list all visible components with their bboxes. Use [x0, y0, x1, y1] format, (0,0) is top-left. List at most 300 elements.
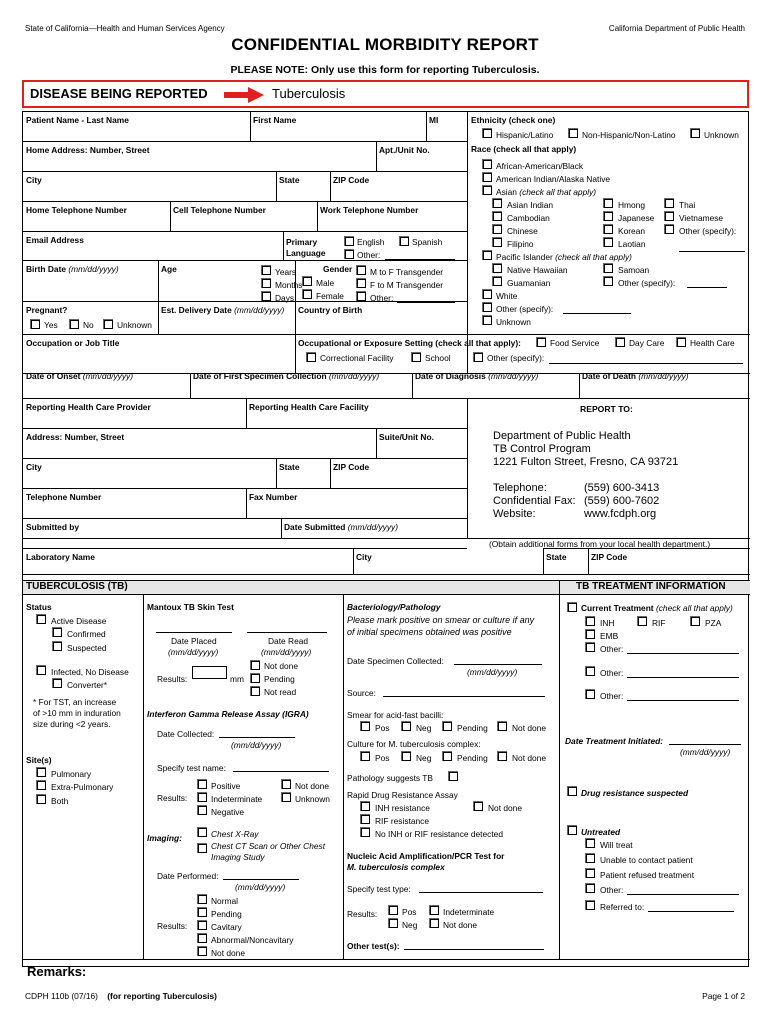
- school-label: School: [425, 353, 451, 363]
- spanish-checkbox[interactable]: [400, 237, 409, 246]
- tst-note-line3: size during <2 years.: [33, 719, 111, 729]
- chinese-checkbox[interactable]: [493, 225, 502, 234]
- culture-pending-label: Pending: [457, 753, 488, 763]
- naa-results-label: Results:: [347, 909, 378, 919]
- mantoux-label: Mantoux TB Skin Test: [147, 602, 234, 612]
- inh-resistance-label: INH resistance: [375, 803, 430, 813]
- hispanic-label: Hispanic/Latino: [496, 130, 554, 140]
- asian-indian-checkbox[interactable]: [493, 199, 502, 208]
- form-title: CONFIDENTIAL MORBIDITY REPORT: [231, 35, 539, 54]
- imaging-cavitary-checkbox[interactable]: [198, 921, 207, 930]
- report-to-contact-labels: [493, 482, 576, 521]
- home-telephone-label: Home Telephone Number: [26, 205, 127, 215]
- inh-checkbox[interactable]: [586, 617, 595, 626]
- igra-indeterminate-label: Indeterminate: [211, 794, 263, 804]
- emb-checkbox[interactable]: [586, 630, 595, 639]
- gender-female-label: Female: [316, 291, 344, 301]
- vietnamese-label: Vietnamese: [679, 213, 724, 223]
- vietnamese-checkbox[interactable]: [665, 212, 674, 221]
- pregnant-unknown-checkbox[interactable]: [104, 320, 113, 329]
- report-to-web-label: Website:: [493, 508, 536, 520]
- naa-pos-checkbox[interactable]: [389, 906, 398, 915]
- laotian-checkbox[interactable]: [604, 238, 613, 247]
- date-death-label: Date of Death (mm/dd/yyyy): [582, 371, 689, 381]
- age-years-checkbox[interactable]: [262, 266, 271, 275]
- age-days-checkbox[interactable]: [262, 292, 271, 301]
- laboratory-state-label: State: [546, 552, 567, 562]
- food-service-checkbox[interactable]: [537, 338, 546, 347]
- igra-results-label: Results:: [157, 793, 188, 803]
- sites-both-checkbox[interactable]: [37, 795, 46, 804]
- igra-indeterminate-checkbox[interactable]: [198, 793, 207, 802]
- cell-telephone-label: Cell Telephone Number: [173, 205, 266, 215]
- active-disease-label: Active Disease: [51, 616, 107, 626]
- laboratory-city-label: City: [356, 552, 372, 562]
- day-care-label: Day Care: [629, 338, 665, 348]
- samoan-checkbox[interactable]: [604, 264, 613, 273]
- asian-other-checkbox[interactable]: [665, 225, 674, 234]
- health-care-checkbox[interactable]: [677, 338, 686, 347]
- hmong-checkbox[interactable]: [604, 199, 613, 208]
- report-to-line1: Department of Public Health: [493, 430, 631, 442]
- setting-other-label: Other (specify):: [487, 353, 545, 363]
- report-to-fax-label: Confidential Fax:: [493, 495, 576, 507]
- rapid-assay-label: Rapid Drug Resistance Assay: [347, 790, 458, 800]
- guamanian-checkbox[interactable]: [493, 277, 502, 286]
- imaging-abnormal-label: Abnormal/Noncavitary: [211, 935, 294, 945]
- age-label: Age: [161, 264, 177, 274]
- submitted-by-label: Submitted by: [26, 522, 80, 532]
- ethnicity-unknown-checkbox[interactable]: [691, 129, 700, 138]
- bacteriology-label: Bacteriology/Pathology: [347, 602, 441, 612]
- treatment-other-1-label: Other:: [600, 644, 624, 654]
- imaging-normal-checkbox[interactable]: [198, 895, 207, 904]
- gender-label: Gender: [323, 264, 353, 274]
- untreated-other-label: Other:: [600, 885, 624, 895]
- tst-mm-input[interactable]: [192, 666, 227, 679]
- culture-neg-label: Neg: [416, 753, 432, 763]
- sites-both-label: Both: [51, 796, 69, 806]
- igra-negative-checkbox[interactable]: [198, 806, 207, 815]
- ethnicity-unknown-label: Unknown: [704, 130, 739, 140]
- infected-checkbox[interactable]: [37, 666, 46, 675]
- est-delivery-label: Est. Delivery Date (mm/dd/yyyy): [161, 305, 285, 315]
- converter-checkbox[interactable]: [53, 679, 62, 688]
- rapid-not-done-checkbox[interactable]: [474, 802, 483, 811]
- race-unknown-checkbox[interactable]: [483, 316, 492, 325]
- gender-male-label: Male: [316, 278, 335, 288]
- race-other-checkbox[interactable]: [483, 303, 492, 312]
- english-checkbox[interactable]: [345, 237, 354, 246]
- home-address-label: Home Address: Number, Street: [26, 145, 150, 155]
- igra-specify-test-label: Specify test name:: [157, 763, 226, 773]
- smear-not-done-label: Not done: [512, 723, 546, 733]
- tst-results-label: Results:: [157, 674, 188, 684]
- report-to-fax: (559) 600-7602: [584, 495, 660, 507]
- treatment-other-2-checkbox[interactable]: [586, 667, 595, 676]
- pulmonary-checkbox[interactable]: [37, 768, 46, 777]
- age-days-label: Days: [275, 293, 295, 303]
- naa-not-done-checkbox[interactable]: [430, 919, 439, 928]
- sites-label: Site(s): [26, 755, 52, 765]
- date-read-format: (mm/dd/yyyy): [261, 647, 312, 657]
- gender-m-to-f-label: M to F Transgender: [370, 267, 444, 277]
- hmong-label: Hmong: [618, 200, 645, 210]
- treatment-other-3-label: Other:: [600, 691, 624, 701]
- race-american-indian-label: American Indian/Alaska Native: [496, 174, 611, 184]
- tst-not-done-label: Not done: [264, 661, 298, 671]
- smear-label: Smear for acid-fast bacilli:: [347, 710, 444, 720]
- race-pacific-label: Pacific Islander (check all that apply): [496, 252, 632, 262]
- thai-checkbox[interactable]: [665, 199, 674, 208]
- department-name: California Department of Public Health: [608, 24, 745, 33]
- work-telephone-label: Work Telephone Number: [320, 205, 419, 215]
- chest-xray-label: Chest X-Ray: [211, 829, 259, 839]
- asian-other-label: Other (specify):: [679, 226, 737, 236]
- filipino-label: Filipino: [507, 239, 534, 249]
- naa-neg-label: Neg: [402, 920, 418, 930]
- no-resistance-label: No INH or RIF resistance detected: [375, 829, 504, 839]
- imaging-not-done-label: Not done: [211, 948, 245, 958]
- inh-label: INH: [600, 618, 615, 628]
- report-to-contact-values: [584, 482, 659, 521]
- race-american-indian-checkbox[interactable]: [483, 173, 492, 182]
- non-hispanic-checkbox[interactable]: [569, 129, 578, 138]
- culture-not-done-label: Not done: [512, 753, 546, 763]
- igra-positive-checkbox[interactable]: [198, 780, 207, 789]
- treatment-other-1-checkbox[interactable]: [586, 643, 595, 652]
- disease-label: DISEASE BEING REPORTED: [30, 86, 208, 101]
- date-specimen-label: Date Specimen Collected:: [347, 656, 444, 666]
- date-placed-label: Date Placed: [171, 636, 217, 646]
- age-months-label: Months: [275, 280, 303, 290]
- bacteriology-note-line1: Please mark positive on smear or culture if any: [347, 615, 535, 625]
- rif-label: RIF: [652, 618, 666, 628]
- chinese-label: Chinese: [507, 226, 538, 236]
- hispanic-checkbox[interactable]: [483, 129, 492, 138]
- date-first-specimen-label: Date of First Specimen Collection (mm/dd/yyyy): [193, 371, 380, 381]
- pregnant-unknown-label: Unknown: [117, 320, 152, 330]
- provider-address-label: Address: Number, Street: [26, 432, 125, 442]
- will-treat-checkbox[interactable]: [586, 839, 595, 848]
- naa-indeterminate-label: Indeterminate: [443, 907, 495, 917]
- gender-m-to-f-checkbox[interactable]: [357, 266, 366, 275]
- chest-xray-checkbox[interactable]: [198, 828, 207, 837]
- race-unknown-label: Unknown: [496, 317, 531, 327]
- smear-pending-checkbox[interactable]: [443, 722, 452, 731]
- igra-label: Interferon Gamma Release Assay (IGRA): [147, 709, 309, 719]
- rif-resistance-label: RIF resistance: [375, 816, 429, 826]
- gender-female-checkbox[interactable]: [303, 290, 312, 299]
- current-treatment-label: Current Treatment (check all that apply): [581, 603, 733, 613]
- suspected-checkbox[interactable]: [53, 642, 62, 651]
- drug-resistance-label: Drug resistance suspected: [581, 788, 689, 798]
- native-hawaiian-label: Native Hawaiian: [507, 265, 568, 275]
- treatment-other-2-label: Other:: [600, 668, 624, 678]
- asian-indian-label: Asian Indian: [507, 200, 554, 210]
- culture-label: Culture for M. tuberculosis complex:: [347, 739, 481, 749]
- drug-resistance-checkbox[interactable]: [568, 787, 577, 796]
- pathology-checkbox[interactable]: [449, 772, 458, 781]
- provider-city-label: City: [26, 462, 42, 472]
- igra-not-done-checkbox[interactable]: [282, 780, 291, 789]
- guamanian-label: Guamanian: [507, 278, 551, 288]
- naa-pos-label: Pos: [402, 907, 417, 917]
- reporting-provider-label: Reporting Health Care Provider: [26, 402, 151, 412]
- city-label: City: [26, 175, 42, 185]
- correctional-checkbox[interactable]: [307, 353, 316, 362]
- culture-pos-checkbox[interactable]: [361, 752, 370, 761]
- tb-status-label: Status: [26, 602, 52, 612]
- pregnant-no-label: No: [83, 320, 94, 330]
- gender-other-checkbox[interactable]: [357, 292, 366, 301]
- tb-section-title: TUBERCULOSIS (TB): [26, 581, 128, 592]
- refused-checkbox[interactable]: [586, 869, 595, 878]
- culture-pos-label: Pos: [375, 753, 390, 763]
- culture-pending-checkbox[interactable]: [443, 752, 452, 761]
- imaging-normal-label: Normal: [211, 896, 238, 906]
- gender-f-to-m-checkbox[interactable]: [357, 279, 366, 288]
- race-other-label: Other (specify):: [496, 304, 554, 314]
- confirmed-label: Confirmed: [67, 629, 106, 639]
- report-to-line2: TB Control Program: [493, 443, 591, 455]
- report-to-note: (Obtain additional forms from your local health department.): [489, 539, 711, 549]
- naa-label: Nucleic Acid Amplification/PCR Test for: [347, 851, 505, 861]
- race-label: Race (check all that apply): [471, 144, 577, 154]
- date-onset-label: Date of Onset (mm/dd/yyyy): [26, 371, 134, 381]
- thai-label: Thai: [679, 200, 696, 210]
- smear-pos-label: Pos: [375, 723, 390, 733]
- laboratory-name-label: Laboratory Name: [26, 552, 95, 562]
- date-initiated-label: Date Treatment Initiated:: [565, 736, 664, 746]
- race-african-label: African-American/Black: [496, 161, 584, 171]
- tst-note-line1: * For TST, an increase: [33, 697, 117, 707]
- imaging-date-performed-label: Date Performed:: [157, 871, 219, 881]
- igra-unknown-label: Unknown: [295, 794, 330, 804]
- patient-mi-label: MI: [429, 115, 439, 125]
- smear-neg-label: Neg: [416, 723, 432, 733]
- culture-neg-checkbox[interactable]: [402, 752, 411, 761]
- form-id: CDPH 110b (07/16) (for reporting Tuberculosis): [25, 991, 217, 1001]
- naa-indeterminate-checkbox[interactable]: [430, 906, 439, 915]
- correctional-label: Correctional Facility: [320, 353, 394, 363]
- gender-male-checkbox[interactable]: [303, 277, 312, 286]
- smear-not-done-checkbox[interactable]: [498, 722, 507, 731]
- extra-pulmonary-label: Extra-Pulmonary: [51, 782, 114, 792]
- infected-label: Infected, No Disease: [51, 667, 129, 677]
- extra-pulmonary-checkbox[interactable]: [37, 781, 46, 790]
- active-disease-checkbox[interactable]: [37, 615, 46, 624]
- igra-date-format: (mm/dd/yyyy): [231, 740, 282, 750]
- report-to-tel: (559) 600-3413: [584, 482, 660, 494]
- health-care-label: Health Care: [690, 338, 735, 348]
- reporting-facility-label: Reporting Health Care Facility: [249, 402, 369, 412]
- school-checkbox[interactable]: [412, 353, 421, 362]
- treatment-section-title: TB TREATMENT INFORMATION: [576, 581, 726, 592]
- korean-checkbox[interactable]: [604, 225, 613, 234]
- culture-not-done-checkbox[interactable]: [498, 752, 507, 761]
- report-to-label: REPORT TO:: [580, 404, 633, 414]
- race-african-checkbox[interactable]: [483, 160, 492, 169]
- laboratory-zip-label: ZIP Code: [591, 552, 628, 562]
- provider-suite-label: Suite/Unit No.: [379, 432, 434, 442]
- email-label: Email Address: [26, 235, 84, 245]
- igra-not-done-label: Not done: [295, 781, 329, 791]
- date-specimen-format: (mm/dd/yyyy): [467, 667, 518, 677]
- filipino-checkbox[interactable]: [493, 238, 502, 247]
- imaging-date-format: (mm/dd/yyyy): [235, 882, 286, 892]
- language-other-checkbox[interactable]: [345, 250, 354, 259]
- untreated-other-checkbox[interactable]: [586, 884, 595, 893]
- imaging-pending-label: Pending: [211, 909, 242, 919]
- pacific-other-label: Other (specify):: [618, 278, 676, 288]
- imaging-results-label: Results:: [157, 921, 188, 931]
- page-number: Page 1 of 2: [702, 991, 745, 1001]
- primary-language-label: Primary Language: [286, 237, 326, 258]
- pregnant-yes-checkbox[interactable]: [31, 320, 40, 329]
- date-placed-format: (mm/dd/yyyy): [168, 647, 219, 657]
- samoan-label: Samoan: [618, 265, 650, 275]
- naa-neg-checkbox[interactable]: [389, 919, 398, 928]
- chest-ct-label: Chest CT Scan or Other Chest: [211, 841, 326, 851]
- converter-label: Converter*: [67, 680, 108, 690]
- naa-not-done-label: Not done: [443, 920, 477, 930]
- country-of-birth-label: Country of Birth: [298, 305, 363, 315]
- pacific-other-checkbox[interactable]: [604, 277, 613, 286]
- agency-name: State of California—Health and Human Services Agency: [25, 24, 225, 33]
- bacteriology-note-line2: of initial specimens obtained was positive: [347, 627, 512, 637]
- chest-ct-label-line2: Imaging Study: [211, 852, 265, 862]
- cambodian-checkbox[interactable]: [493, 212, 502, 221]
- unable-contact-checkbox[interactable]: [586, 854, 595, 863]
- rif-checkbox[interactable]: [638, 617, 647, 626]
- imaging-pending-checkbox[interactable]: [198, 908, 207, 917]
- occupation-label: Occupation or Job Title: [26, 338, 120, 348]
- age-months-checkbox[interactable]: [262, 279, 271, 288]
- tst-pending-label: Pending: [264, 674, 295, 684]
- referred-label: Referred to:: [600, 902, 645, 912]
- provider-state-label: State: [279, 462, 300, 472]
- gender-f-to-m-label: F to M Transgender: [370, 280, 444, 290]
- imaging-not-done-checkbox[interactable]: [198, 947, 207, 956]
- report-to-address: [493, 430, 678, 469]
- unable-contact-label: Unable to contact patient: [600, 855, 693, 865]
- pregnant-label: Pregnant?: [26, 305, 68, 315]
- date-diagnosis-label: Date of Diagnosis (mm/dd/yyyy): [415, 371, 539, 381]
- tst-not-done-checkbox[interactable]: [251, 661, 260, 670]
- confirmed-checkbox[interactable]: [53, 628, 62, 637]
- english-label: English: [357, 237, 385, 247]
- provider-zip-label: ZIP Code: [333, 462, 370, 472]
- patient-last-name-label: Patient Name - Last Name: [26, 115, 129, 125]
- provider-telephone-label: Telephone Number: [26, 492, 102, 502]
- tst-pending-checkbox[interactable]: [251, 674, 260, 683]
- race-pacific-checkbox[interactable]: [483, 251, 492, 260]
- native-hawaiian-checkbox[interactable]: [493, 264, 502, 273]
- race-asian-checkbox[interactable]: [483, 186, 492, 195]
- source-label: Source:: [347, 688, 376, 698]
- tst-not-read-checkbox[interactable]: [251, 687, 260, 696]
- smear-pos-checkbox[interactable]: [361, 722, 370, 731]
- no-resistance-checkbox[interactable]: [361, 828, 370, 837]
- rif-resistance-checkbox[interactable]: [361, 815, 370, 824]
- morbidity-form: [22, 111, 749, 979]
- provider-fax-label: Fax Number: [249, 492, 298, 502]
- cambodian-label: Cambodian: [507, 213, 550, 223]
- pregnant-no-checkbox[interactable]: [70, 320, 79, 329]
- emb-label: EMB: [600, 631, 619, 641]
- race-white-label: White: [496, 291, 518, 301]
- date-read-label: Date Read: [268, 636, 309, 646]
- ethnicity-label: Ethnicity (check one): [471, 115, 556, 125]
- refused-label: Patient refused treatment: [600, 870, 695, 880]
- treatment-other-3-checkbox[interactable]: [586, 690, 595, 699]
- smear-pending-label: Pending: [457, 723, 488, 733]
- setting-other-checkbox[interactable]: [474, 353, 483, 362]
- report-to-tel-label: Telephone:: [493, 482, 547, 494]
- igra-positive-label: Positive: [211, 781, 241, 791]
- remarks-label: Remarks:: [27, 964, 87, 979]
- japanese-checkbox[interactable]: [604, 212, 613, 221]
- chest-ct-checkbox[interactable]: [198, 844, 207, 853]
- race-asian-label: Asian (check all that apply): [496, 187, 597, 197]
- apt-label: Apt./Unit No.: [379, 145, 430, 155]
- state-label: State: [279, 175, 300, 185]
- referred-checkbox[interactable]: [586, 901, 595, 910]
- gender-other-label: Other:: [370, 293, 394, 303]
- igra-date-collected-label: Date Collected:: [157, 729, 215, 739]
- birth-date-label: Birth Date (mm/dd/yyyy): [26, 264, 119, 274]
- other-tests-label: Other test(s):: [347, 941, 400, 951]
- pulmonary-label: Pulmonary: [51, 769, 92, 779]
- korean-label: Korean: [618, 226, 646, 236]
- non-hispanic-label: Non-Hispanic/Non-Latino: [582, 130, 676, 140]
- naa-specify-type-label: Specify test type:: [347, 884, 411, 894]
- igra-negative-label: Negative: [211, 807, 245, 817]
- will-treat-label: Will treat: [600, 840, 633, 850]
- untreated-label: Untreated: [581, 827, 621, 837]
- zip-label: ZIP Code: [333, 175, 370, 185]
- suspected-label: Suspected: [67, 643, 107, 653]
- date-initiated-format: (mm/dd/yyyy): [680, 747, 731, 757]
- igra-unknown-checkbox[interactable]: [282, 793, 291, 802]
- pza-checkbox[interactable]: [691, 617, 700, 626]
- naa-label-line2: M. tuberculosis complex: [347, 862, 445, 872]
- report-to-web[interactable]: www.fcdph.org: [584, 508, 657, 520]
- age-years-label: Years: [275, 267, 297, 277]
- smear-neg-checkbox[interactable]: [402, 722, 411, 731]
- current-treatment-checkbox[interactable]: [568, 603, 577, 612]
- inh-resistance-checkbox[interactable]: [361, 802, 370, 811]
- pregnant-yes-label: Yes: [44, 320, 58, 330]
- imaging-abnormal-checkbox[interactable]: [198, 934, 207, 943]
- tst-not-read-label: Not read: [264, 687, 297, 697]
- untreated-checkbox[interactable]: [568, 826, 577, 835]
- pathology-label: Pathology suggests TB: [347, 773, 433, 783]
- food-service-label: Food Service: [550, 338, 600, 348]
- disease-value: Tuberculosis: [272, 86, 346, 101]
- laotian-label: Laotian: [618, 239, 646, 249]
- race-white-checkbox[interactable]: [483, 290, 492, 299]
- day-care-checkbox[interactable]: [616, 338, 625, 347]
- rapid-not-done-label: Not done: [488, 803, 522, 813]
- disease-reported-box: [22, 80, 749, 108]
- tst-mm-unit: mm: [230, 674, 244, 684]
- occupational-setting-label: Occupational or Exposure Setting (check all that apply):: [298, 338, 521, 348]
- patient-first-name-label: First Name: [253, 115, 297, 125]
- date-submitted-label: Date Submitted (mm/dd/yyyy): [284, 522, 399, 532]
- language-other-label: Other:: [357, 250, 381, 260]
